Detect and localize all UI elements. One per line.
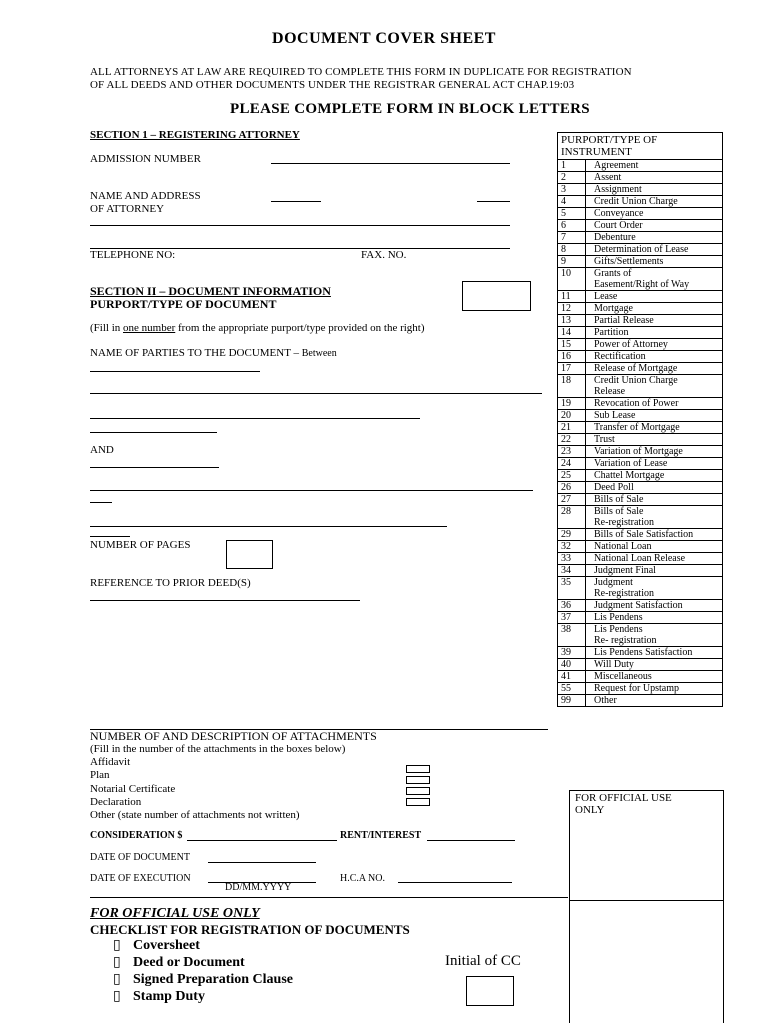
hca-number-label: H.C.A NO.	[340, 873, 386, 884]
purport-number: 13	[558, 315, 586, 327]
purport-row-21	[558, 422, 723, 434]
purport-row-8	[558, 244, 723, 256]
purport-label	[586, 184, 723, 196]
checklist-label: Coversheet	[133, 938, 200, 953]
name-line-b[interactable]	[477, 201, 510, 202]
party-line-1[interactable]	[90, 371, 260, 372]
purport-table-header	[558, 133, 723, 160]
purport-label	[586, 422, 723, 434]
consideration-label: CONSIDERATION $	[90, 830, 183, 841]
attachment-affidavit: Affidavit	[90, 756, 131, 768]
attachment-declaration: Declaration	[90, 795, 142, 808]
purport-label	[586, 375, 723, 398]
number-of-pages-label: NUMBER OF PAGES	[90, 539, 191, 551]
prior-deed-line[interactable]	[90, 600, 360, 601]
admission-number-line[interactable]	[271, 163, 510, 164]
purport-table-header-line-1: PURPORT/TYPE OF	[561, 134, 658, 146]
purport-label-line-1: Chattel Mortgage	[594, 470, 665, 481]
plan-count-box[interactable]	[406, 776, 430, 784]
purport-label	[586, 291, 723, 303]
purport-label-line-1: Revocation of Power	[594, 398, 679, 409]
purport-number: 24	[558, 458, 586, 470]
purport-number: 26	[558, 482, 586, 494]
purport-label-line-1: Credit Union Charge	[594, 196, 678, 207]
purport-label-line-1: Credit Union Charge	[594, 375, 678, 386]
purport-number: 11	[558, 291, 586, 303]
purport-label-line-1: Mortgage	[594, 303, 633, 314]
intro-line-1: ALL ATTORNEYS AT LAW ARE REQUIRED TO COMPLETE THIS FORM IN DUPLICATE FOR REGISTRATION	[90, 66, 632, 78]
purport-label	[586, 256, 723, 268]
purport-label-line-1: National Loan Release	[594, 553, 686, 564]
purport-number: 18	[558, 375, 586, 398]
purport-label-line-1: Partition	[594, 327, 629, 338]
purport-label	[586, 339, 723, 351]
purport-number: 34	[558, 565, 586, 577]
parties-label	[90, 347, 337, 359]
purport-type-table	[557, 132, 723, 707]
purport-label-line-1: Court Order	[594, 220, 643, 231]
purport-row-11	[558, 291, 723, 303]
purport-label	[586, 458, 723, 470]
purport-label	[586, 351, 723, 363]
checkbox-icon[interactable]: ▯	[113, 988, 121, 1004]
purport-row-20	[558, 410, 723, 422]
purport-label-line-1: Sub Lease	[594, 410, 636, 421]
purport-number: 33	[558, 553, 586, 565]
purport-label	[586, 268, 723, 291]
section1-heading: SECTION 1 – REGISTERING ATTORNEY	[90, 129, 300, 141]
purport-row-55	[558, 683, 723, 695]
purport-row-38	[558, 624, 723, 647]
purport-row-39	[558, 647, 723, 659]
purport-label-line-1: Determination of Lease	[594, 244, 689, 255]
checklist-item-preparation-clause[interactable]	[113, 971, 293, 988]
purport-number: 39	[558, 647, 586, 659]
purport-label-line-2: Re- registration	[594, 635, 657, 646]
purport-label-line-1: Conveyance	[594, 208, 644, 219]
purport-label	[586, 695, 723, 707]
party-line-7[interactable]	[90, 502, 112, 503]
purport-number: 41	[558, 671, 586, 683]
purport-number: 36	[558, 600, 586, 612]
fax-label: FAX. NO.	[361, 249, 407, 261]
purport-number: 10	[558, 268, 586, 291]
official-use-divider	[90, 897, 568, 898]
name-address-label-2: OF ATTORNEY	[90, 203, 165, 215]
purport-label	[586, 624, 723, 647]
party-line-3[interactable]	[90, 418, 420, 419]
purport-number: 20	[558, 410, 586, 422]
party-line-8[interactable]	[90, 526, 447, 527]
purport-label	[586, 541, 723, 553]
purport-row-5	[558, 208, 723, 220]
purport-label-line-1: Will Duty	[594, 659, 634, 670]
purport-label-line-1: Transfer of Mortgage	[594, 422, 680, 433]
purport-label	[586, 612, 723, 624]
purport-number: 19	[558, 398, 586, 410]
parties-label-text: NAME OF PARTIES TO THE DOCUMENT –	[90, 347, 302, 359]
purport-number: 25	[558, 470, 586, 482]
purport-label-line-1: Gifts/Settlements	[594, 256, 664, 267]
checklist-label: Signed Preparation Clause	[133, 972, 293, 987]
purport-label-line-1: Assent	[594, 172, 622, 183]
purport-label-line-1: Judgment Satisfaction	[594, 600, 683, 611]
purport-label	[586, 671, 723, 683]
fill-instruction-post: from the appropriate purport/type provided on the right)	[175, 322, 425, 334]
purport-row-14	[558, 327, 723, 339]
address-line-1[interactable]	[90, 225, 510, 226]
purport-number: 14	[558, 327, 586, 339]
purport-label	[586, 647, 723, 659]
date-format-hint: DD/MM.YYYY	[225, 882, 292, 893]
purport-table-header-cell	[558, 133, 723, 160]
purport-label-line-1: Judgment Final	[594, 565, 656, 576]
purport-number: 37	[558, 612, 586, 624]
purport-label-line-1: Partial Release	[594, 315, 654, 326]
official-use-heading: FOR OFFICIAL USE ONLY	[90, 906, 260, 921]
official-use-box-label	[575, 792, 672, 816]
checklist-item-deed[interactable]	[113, 954, 293, 971]
purport-label-line-1: Grants of	[594, 268, 632, 279]
purport-label-line-2: Re-registration	[594, 517, 654, 528]
party-line-6[interactable]	[90, 490, 533, 491]
telephone-label: TELEPHONE NO:	[90, 249, 176, 261]
purport-label-line-1: Bills of Sale Satisfaction	[594, 529, 694, 540]
purport-number-box[interactable]	[462, 281, 531, 311]
date-of-document-line[interactable]	[208, 862, 316, 863]
purport-row-17	[558, 363, 723, 375]
fill-instruction-underlined: one number	[123, 322, 176, 334]
purport-label-line-1: Debenture	[594, 232, 636, 243]
official-use-box-line-2: ONLY	[575, 804, 605, 816]
purport-row-22	[558, 434, 723, 446]
intro-line-2: OF ALL DEEDS AND OTHER DOCUMENTS UNDER THE REGISTRAR GENERAL ACT CHAP.19:03	[90, 79, 575, 91]
name-address-label-1: NAME AND ADDRESS	[90, 190, 201, 202]
purport-label	[586, 220, 723, 232]
purport-table-header-line-2: INSTRUMENT	[561, 146, 632, 158]
purport-label-line-1: Release of Mortgage	[594, 363, 678, 374]
official-use-box-line-1: FOR OFFICIAL USE	[575, 792, 672, 804]
notarial-certificate-count-box[interactable]	[406, 787, 430, 795]
purport-number: 8	[558, 244, 586, 256]
purport-number: 40	[558, 659, 586, 671]
attachment-plan: Plan	[90, 769, 110, 782]
checklist	[113, 937, 293, 1005]
prior-deed-label: REFERENCE TO PRIOR DEED(S)	[90, 577, 251, 589]
purport-number: 15	[558, 339, 586, 351]
rent-interest-label: RENT/INTEREST	[340, 830, 422, 841]
purport-row-18	[558, 375, 723, 398]
purport-row-27	[558, 494, 723, 506]
purport-label	[586, 659, 723, 671]
purport-label	[586, 232, 723, 244]
purport-row-28	[558, 506, 723, 529]
purport-row-15	[558, 339, 723, 351]
purport-label-line-2: Easement/Right of Way	[594, 279, 690, 290]
purport-row-41	[558, 671, 723, 683]
purport-label-line-1: Judgment	[594, 577, 633, 588]
purport-row-16	[558, 351, 723, 363]
purport-number: 4	[558, 196, 586, 208]
purport-label	[586, 506, 723, 529]
purport-label-line-1: Other	[594, 695, 617, 706]
purport-number: 2	[558, 172, 586, 184]
purport-number: 32	[558, 541, 586, 553]
purport-number: 99	[558, 695, 586, 707]
purport-label	[586, 315, 723, 327]
fill-instruction	[90, 322, 425, 334]
checkbox-icon[interactable]: ▯	[113, 937, 121, 953]
purport-row-7	[558, 232, 723, 244]
purport-label-line-1: Request for Upstamp	[594, 683, 679, 694]
section2-heading: SECTION II – DOCUMENT INFORMATION	[90, 284, 331, 298]
official-use-box-divider	[569, 900, 724, 901]
purport-number: 22	[558, 434, 586, 446]
initial-of-cc-box[interactable]	[466, 976, 514, 1006]
purport-number: 29	[558, 529, 586, 541]
purport-label-line-1: Bills of Sale	[594, 494, 644, 505]
purport-number: 17	[558, 363, 586, 375]
purport-label-line-1: Variation of Lease	[594, 458, 668, 469]
purport-number: 7	[558, 232, 586, 244]
name-line-a[interactable]	[271, 201, 321, 202]
checklist-label: Stamp Duty	[133, 989, 205, 1004]
purport-row-40	[558, 659, 723, 671]
purport-label-line-1: Deed Poll	[594, 482, 634, 493]
party-line-2a[interactable]	[90, 393, 210, 394]
and-label: AND	[90, 444, 114, 456]
purport-number: 12	[558, 303, 586, 315]
fill-instruction-pre: (Fill in	[90, 322, 124, 334]
purport-label	[586, 398, 723, 410]
purport-label	[586, 172, 723, 184]
purport-label	[586, 363, 723, 375]
purport-label-line-1: Lease	[594, 291, 618, 302]
purport-number: 1	[558, 160, 586, 172]
affidavit-count-box[interactable]	[406, 765, 430, 773]
purport-label	[586, 494, 723, 506]
purport-row-26	[558, 482, 723, 494]
purport-row-13	[558, 315, 723, 327]
purport-row-99	[558, 695, 723, 707]
purport-label-line-1: Variation of Mortgage	[594, 446, 683, 457]
purport-number: 21	[558, 422, 586, 434]
purport-label-line-2: Re-registration	[594, 588, 654, 599]
purport-number: 3	[558, 184, 586, 196]
purport-label	[586, 577, 723, 600]
purport-number: 35	[558, 577, 586, 600]
party-line-2b[interactable]	[210, 393, 542, 394]
purport-label	[586, 208, 723, 220]
number-of-pages-box[interactable]	[226, 540, 273, 569]
purport-number: 28	[558, 506, 586, 529]
checklist-label: Deed or Document	[133, 955, 245, 970]
block-letters-instruction: PLEASE COMPLETE FORM IN BLOCK LETTERS	[230, 101, 590, 117]
purport-label	[586, 470, 723, 482]
official-use-box	[569, 790, 724, 1023]
initial-of-cc-label: Initial of CC	[445, 953, 521, 969]
purport-row-3	[558, 184, 723, 196]
attachments-list	[90, 756, 300, 822]
purport-label	[586, 196, 723, 208]
rent-interest-line[interactable]	[427, 840, 515, 841]
parties-between: Between	[301, 348, 337, 359]
purport-number: 6	[558, 220, 586, 232]
purport-row-23	[558, 446, 723, 458]
party-line-4[interactable]	[90, 432, 217, 433]
purport-label	[586, 529, 723, 541]
purport-number: 55	[558, 683, 586, 695]
page-title: DOCUMENT COVER SHEET	[272, 30, 496, 47]
purport-row-9	[558, 256, 723, 268]
checkbox-icon[interactable]: ▯	[113, 954, 121, 970]
purport-label-line-1: Lis Pendens	[594, 624, 643, 635]
purport-label	[586, 553, 723, 565]
purport-label-line-1: National Loan	[594, 541, 652, 552]
purport-label-line-1: Power of Attorney	[594, 339, 668, 350]
purport-number: 5	[558, 208, 586, 220]
purport-row-34	[558, 565, 723, 577]
consideration-line[interactable]	[187, 840, 337, 841]
purport-label-line-1: Assignment	[594, 184, 642, 195]
purport-type-label: PURPORT/TYPE OF DOCUMENT	[90, 297, 277, 311]
purport-label	[586, 600, 723, 612]
party-line-5[interactable]	[90, 467, 219, 468]
purport-label	[586, 482, 723, 494]
attachments-instruction: (Fill in the number of the attachments in the boxes below)	[90, 743, 346, 755]
purport-number: 27	[558, 494, 586, 506]
purport-row-10	[558, 268, 723, 291]
purport-label	[586, 434, 723, 446]
admission-number-label: ADMISSION NUMBER	[90, 153, 201, 165]
purport-number: 38	[558, 624, 586, 647]
purport-row-29	[558, 529, 723, 541]
purport-label	[586, 446, 723, 458]
purport-label-line-1: Miscellaneous	[594, 671, 652, 682]
purport-label-line-2: Release	[594, 386, 626, 397]
purport-label	[586, 410, 723, 422]
purport-label-line-1: Lis Pendens	[594, 612, 643, 623]
purport-label	[586, 683, 723, 695]
purport-row-24	[558, 458, 723, 470]
purport-row-2	[558, 172, 723, 184]
purport-label	[586, 160, 723, 172]
purport-row-1	[558, 160, 723, 172]
attachments-heading: NUMBER OF AND DESCRIPTION OF ATTACHMENTS	[90, 729, 377, 743]
purport-row-33	[558, 553, 723, 565]
purport-label-line-1: Trust	[594, 434, 615, 445]
purport-label-line-1: Lis Pendens Satisfaction	[594, 647, 693, 658]
purport-label-line-1: Bills of Sale	[594, 506, 644, 517]
purport-label-line-1: Agreement	[594, 160, 639, 171]
checklist-item-coversheet[interactable]	[113, 937, 293, 954]
purport-label	[586, 303, 723, 315]
purport-row-35	[558, 577, 723, 600]
purport-label	[586, 244, 723, 256]
attachment-other: Other (state number of attachments not written)	[90, 809, 300, 822]
purport-row-25	[558, 470, 723, 482]
purport-number: 16	[558, 351, 586, 363]
purport-row-36	[558, 600, 723, 612]
party-line-9[interactable]	[90, 536, 130, 537]
purport-row-19	[558, 398, 723, 410]
purport-row-6	[558, 220, 723, 232]
purport-row-4	[558, 196, 723, 208]
checklist-item-stamp-duty[interactable]	[113, 988, 293, 1005]
purport-number: 9	[558, 256, 586, 268]
date-of-document-label: DATE OF DOCUMENT	[90, 852, 190, 863]
purport-label	[586, 565, 723, 577]
purport-label-line-1: Rectification	[594, 351, 646, 362]
purport-row-37	[558, 612, 723, 624]
purport-label	[586, 327, 723, 339]
checklist-heading: CHECKLIST FOR REGISTRATION OF DOCUMENTS	[90, 922, 410, 937]
hca-number-line[interactable]	[398, 882, 512, 883]
purport-number: 23	[558, 446, 586, 458]
date-of-execution-label: DATE OF EXECUTION	[90, 873, 191, 884]
declaration-count-box[interactable]	[406, 798, 430, 806]
attachment-notarial-certificate: Notarial Certificate	[90, 782, 176, 795]
purport-row-32	[558, 541, 723, 553]
checkbox-icon[interactable]: ▯	[113, 971, 121, 987]
purport-row-12	[558, 303, 723, 315]
